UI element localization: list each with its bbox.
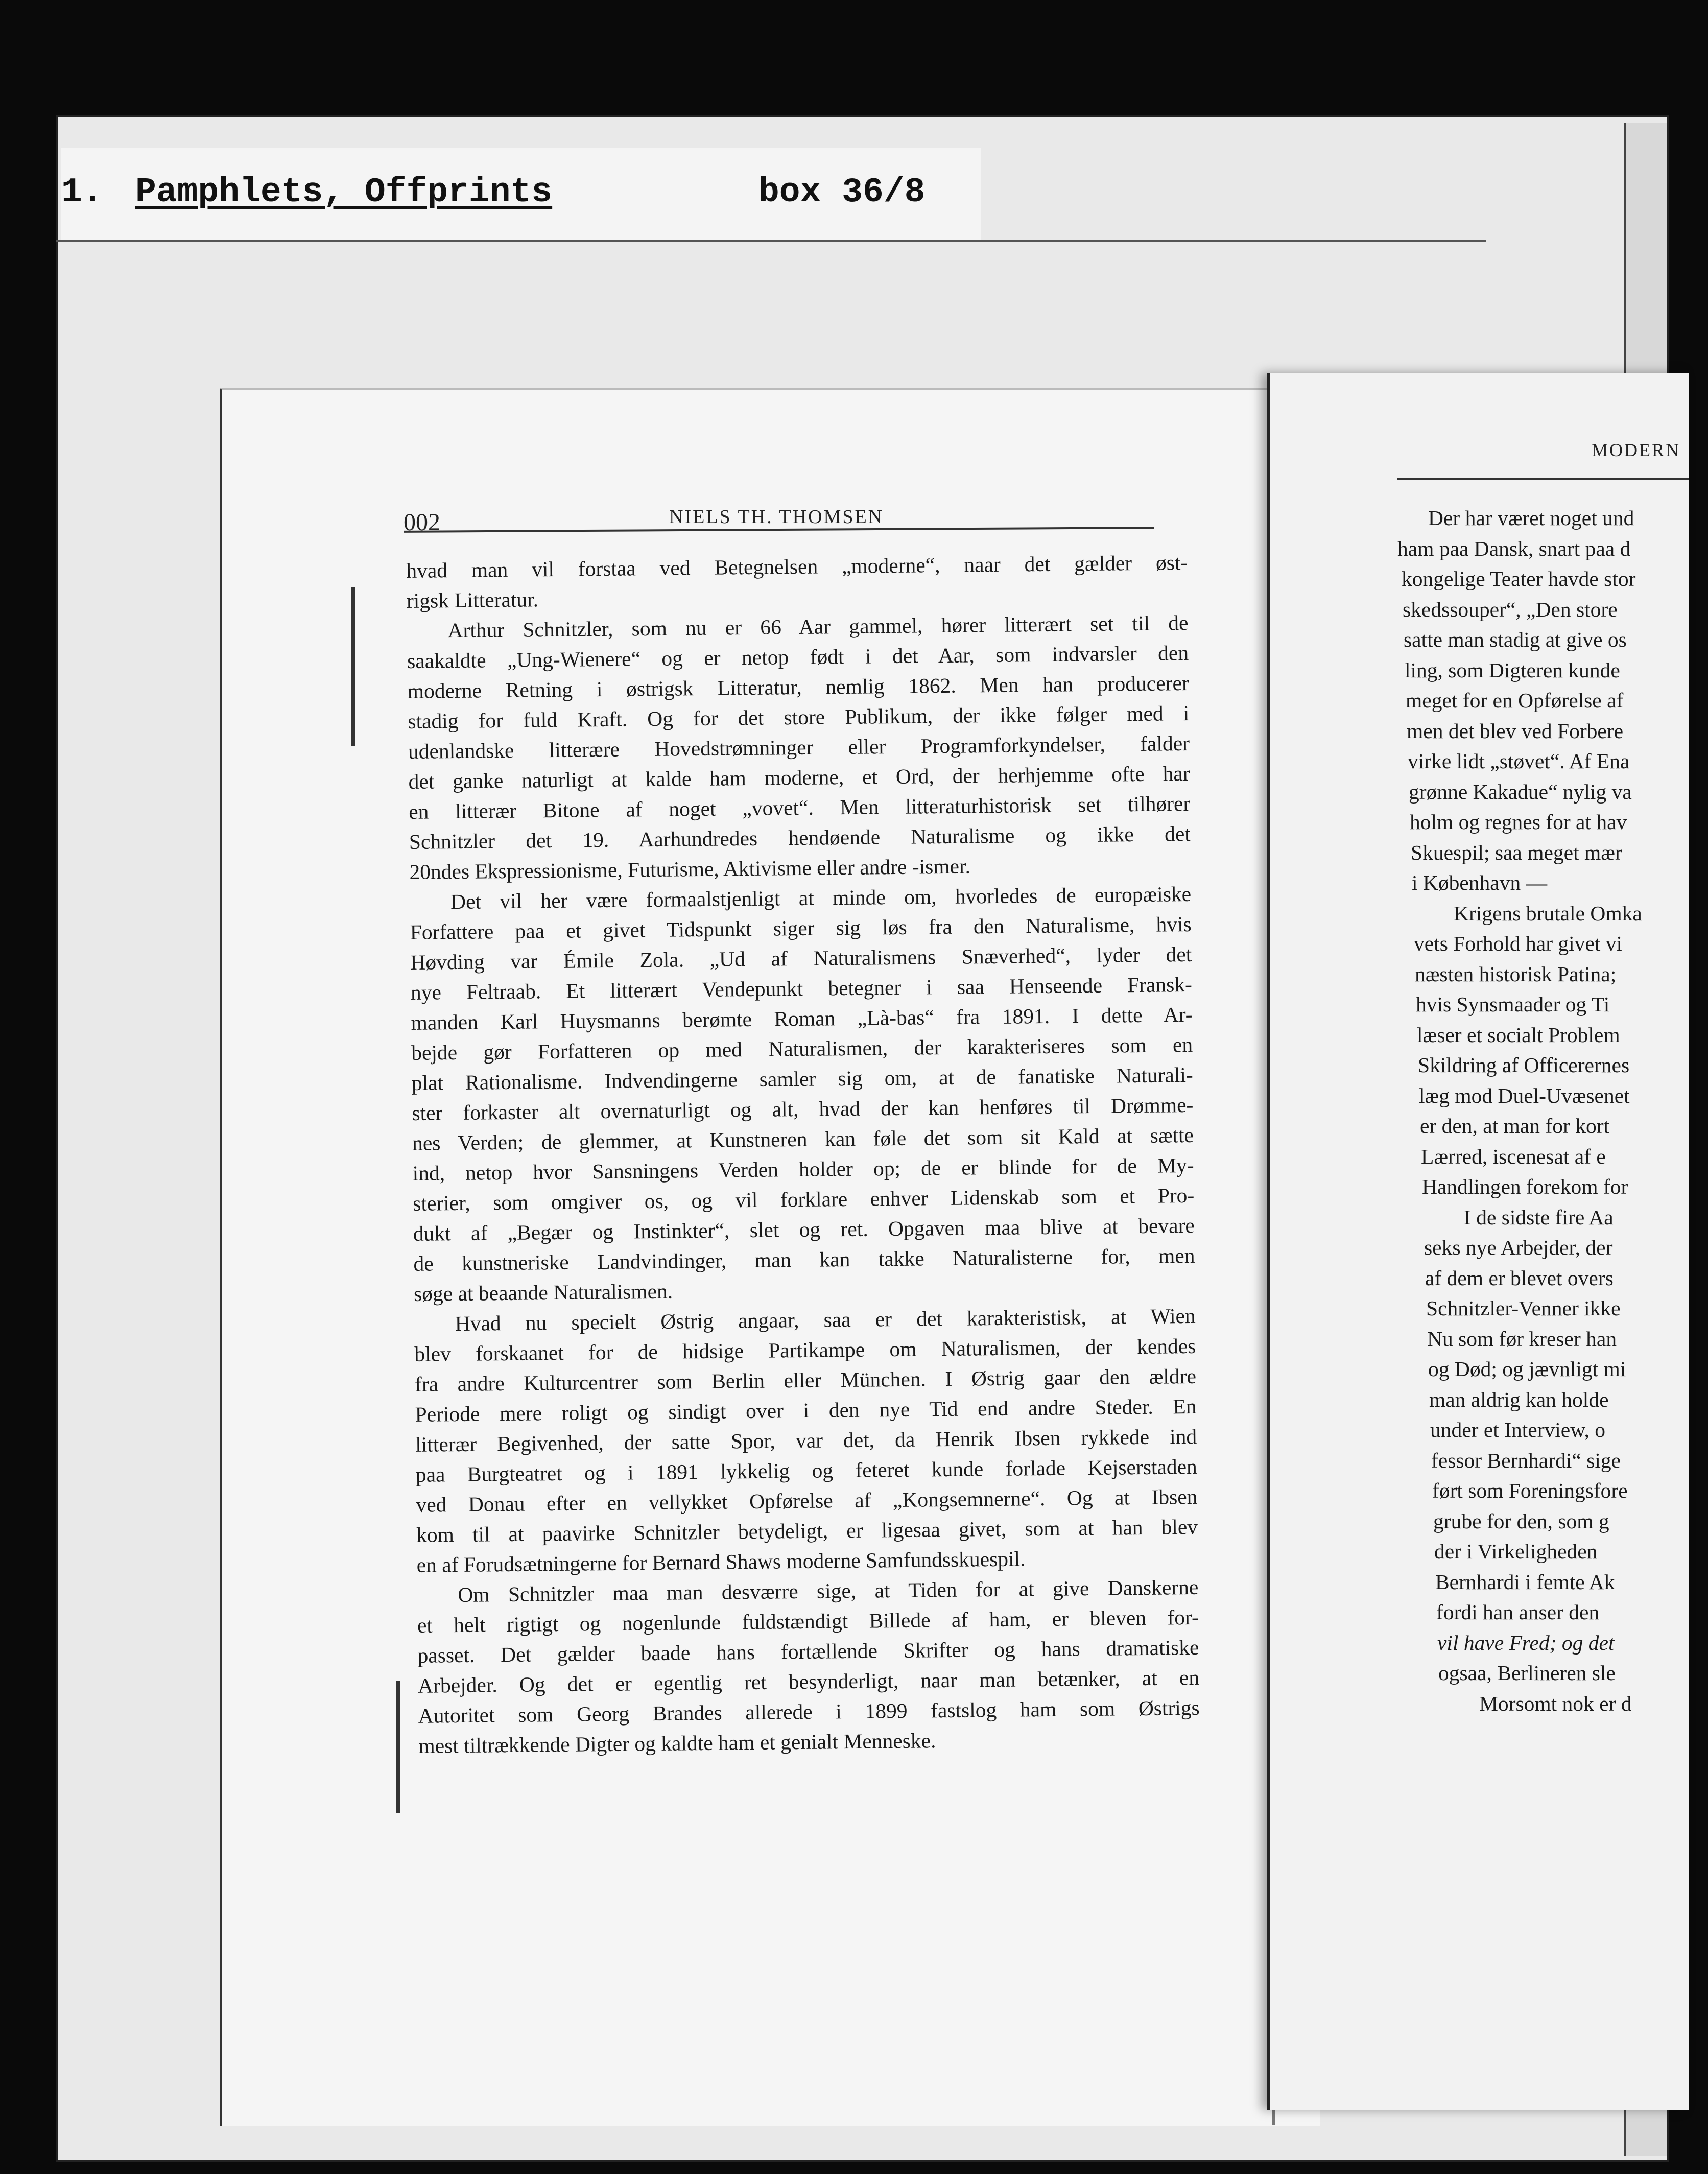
text-line: grube for den, som g [1433,1509,1609,1533]
text-line: Høvding var Émile Zola. „Ud af Naturalismens Snæverhed“, lyder det [410,942,1192,974]
text-line: det ganke naturligt at kalde ham moderne, et Ord, der herhjemme ofte har [408,761,1190,793]
text-line: Skildring af Officerernes [1418,1053,1630,1077]
text-line: kongelige Teater havde stor [1402,567,1636,590]
text-line: Om Schnitzler maa man desværre sige, at Tiden for at give Danskerne [458,1575,1199,1607]
margin-mark-bottom [396,1681,400,1813]
text-line: ham paa Dansk, snart paa d [1397,536,1631,560]
text-line: Det vil her være formaalstjenligt at minde om, hvorledes de europæiske [450,882,1192,914]
text-line: seks nye Arbejder, der [1424,1236,1613,1259]
text-line: Morsomt nok er d [1479,1691,1632,1715]
text-line: et helt rigtigt og nogenlunde fuldstændigt Billede af ham, er bleven for- [417,1605,1199,1637]
text-line: moderne Retning i østrigsk Litteratur, nemlig 1862. Men han producerer [407,671,1189,703]
text-line: kom til at paavirke Schnitzler betydeligt, er ligesaa givet, som at han blev [416,1515,1198,1547]
text-line: paa Burgteatret og i 1891 lykkelig og feteret kunde forlade Kejserstaden [415,1454,1197,1486]
text-line: Handlingen forekom for [1422,1175,1628,1198]
right-running-head: MODERN [1592,440,1681,460]
text-line: Der har været noget und [1428,506,1634,530]
text-line: Arthur Schnitzler, som nu er 66 Aar gammel, hører litterært set til de [447,610,1189,643]
text-line: ogsaa, Berlineren sle [1438,1661,1616,1685]
text-line: læg mod Duel-Uvæsenet [1419,1083,1630,1107]
text-line: hvad man vil forstaa ved Betegnelsen „moderne“, naar det gælder øst- [406,550,1188,582]
text-line: vil have Fred; og det [1437,1631,1615,1655]
text-line: stadig for fuld Kraft. Og for det store Publikum, der ikke følger med i [408,701,1190,733]
text-line: næsten historisk Patina; [1415,962,1617,986]
running-head: NIELS TH. THOMSEN [669,506,884,528]
text-line: satte man stadig at give os [1404,628,1627,651]
right-header-rule [1397,478,1689,480]
text-line: udenlandske litterære Hovedstrømninger eller Programforkyndelser, falder [408,731,1190,763]
text-line: søge at beaande Naturalismen. [413,1279,673,1306]
text-line: de kunstneriske Landvindinger, man kan takke Naturalisterne for, men [413,1243,1195,1275]
text-line: saakaldte „Ung-Wienere“ og er netop født i det Aar, som indvarsler den [407,641,1189,673]
text-line: I de sidste fire Aa [1464,1205,1614,1229]
text-line: Nu som før kreser han [1427,1327,1617,1351]
margin-mark-top [351,587,355,746]
text-line: under et Interview, o [1430,1418,1606,1442]
text-line: man aldrig kan holde [1429,1387,1609,1411]
text-line: nes Verden; de glemmer, at Kunstneren kan føle det som sit Kald at sætte [412,1123,1194,1155]
text-line: ster forkaster alt overnaturligt og alt, hvad der kan henføres til Drømme- [412,1093,1194,1125]
text-line: sterier, som omgiver os, og vil forklare enhver Lidenskab som et Pro- [413,1183,1195,1215]
text-line: en af Forudsætningerne for Bernard Shaws moderne Samfundsskuespil. [416,1547,1026,1577]
text-line: Krigens brutale Omka [1454,901,1642,925]
text-line: grønne Kakadue“ nylig va [1409,779,1632,804]
text-line: ind, netop hvor Sansningens Verden holder op; de er blinde for de My- [412,1153,1194,1185]
text-line: der i Virkeligheden [1434,1540,1598,1563]
folder-fold-line [56,240,1486,242]
archive-label [61,148,981,240]
text-line: Schnitzler det 19. Aarhundredes hendøende Naturalisme og ikke det [409,821,1191,854]
text-line: vets Forhold har givet vi [1414,932,1623,955]
text-line: Skuespil; saa meget mær [1411,840,1622,864]
right-page [1267,373,1689,2110]
text-line: fordi han anser den [1436,1600,1600,1624]
left-page-body [406,548,1200,1761]
text-line: men det blev ved Forbere [1407,719,1624,743]
text-line: Arbejder. Og det er egentlig ret besynderligt, naar man betænker, at en [417,1665,1200,1697]
text-line: Hvad nu specielt Østrig angaar, saa er det karakteristisk, at Wien [455,1304,1196,1336]
text-line: ling, som Digteren kunde [1405,658,1620,682]
text-line: mest tiltrækkende Digter og kaldte ham et genialt Menneske. [418,1729,936,1758]
text-line: ført som Foreningsfore [1432,1479,1628,1502]
text-line: Periode mere roligt og sindigt over i den nye Tid end andre Steder. En [415,1394,1197,1426]
text-line: 20ndes Ekspressionisme, Futurisme, Aktivisme eller andre -ismer. [409,854,971,884]
text-line: Lærred, iscenesat af e [1421,1144,1606,1168]
text-line: i København — [1412,871,1548,894]
text-line: læser et socialt Problem [1417,1023,1620,1047]
page-number: 002 [404,509,440,536]
text-line: Schnitzler-Venner ikke [1426,1296,1621,1320]
label-number: 1. [61,173,103,212]
text-line: litterær Begivenhed, der satte Spor, var det, da Henrik Ibsen rykkede ind [415,1424,1197,1456]
text-line: en litterær Bitone af noget „vovet“. Men litteraturhistorisk set tilhører [409,791,1191,823]
text-line: fessor Bernhardi“ sige [1431,1448,1621,1472]
text-line: blev forskaanet for de hidsige Partikampe om Naturalismen, der kendes [414,1334,1196,1366]
text-line: fra andre Kulturcentrer som Berlin eller München. I Østrig gaar den ældre [414,1364,1197,1396]
text-line: manden Karl Huysmanns berømte Roman „Là-bas“ fra 1891. I dette Ar- [411,1002,1193,1034]
text-line: holm og regnes for at hav [1410,810,1627,834]
text-line: passet. Det gælder baade hans fortællende Skrifter og hans dramatiske [417,1635,1199,1667]
label-category: Pamphlets, Offprints [135,173,553,212]
text-line: hvis Synsmaader og Ti [1416,993,1610,1016]
text-line: og Død; og jævnligt mi [1428,1357,1626,1381]
text-line: skedssouper“, „Den store [1403,597,1618,621]
text-line: Bernhardi i femte Ak [1435,1570,1615,1594]
text-line: meget for en Opførelse af [1406,689,1624,712]
label-box: box 36/8 [758,173,926,212]
text-line: virke lidt „støvet“. Af Ena [1408,749,1630,773]
text-line: dukt af „Begær og Instinkter“, slet og ret. Opgaven maa blive at bevare [413,1213,1195,1245]
right-page-body [1397,503,1642,1719]
text-line: Autoritet som Georg Brandes allerede i 1899 fastslog ham som Østrigs [418,1695,1200,1728]
text-line: plat Rationalisme. Indvendingerne samler sig om, at de fanatiske Naturali- [411,1062,1193,1095]
text-line: ved Donau efter en vellykket Opførelse af „Kongsemnerne“. Og at Ibsen [416,1484,1198,1517]
text-line: Forfattere paa et givet Tidspunkt siger sig løs fra den Naturalisme, hvis [410,912,1192,944]
text-line: bejde gør Forfatteren op med Naturalismen, der karakteriseres som en [411,1032,1193,1065]
text-line: er den, at man for kort [1420,1114,1610,1138]
text-line: nye Feltraab. Et litterært Vendepunkt betegner i saa Henseende Fransk- [410,972,1193,1004]
text-line: rigsk Litteratur. [406,587,539,612]
text-line: af dem er blevet overs [1425,1266,1614,1290]
